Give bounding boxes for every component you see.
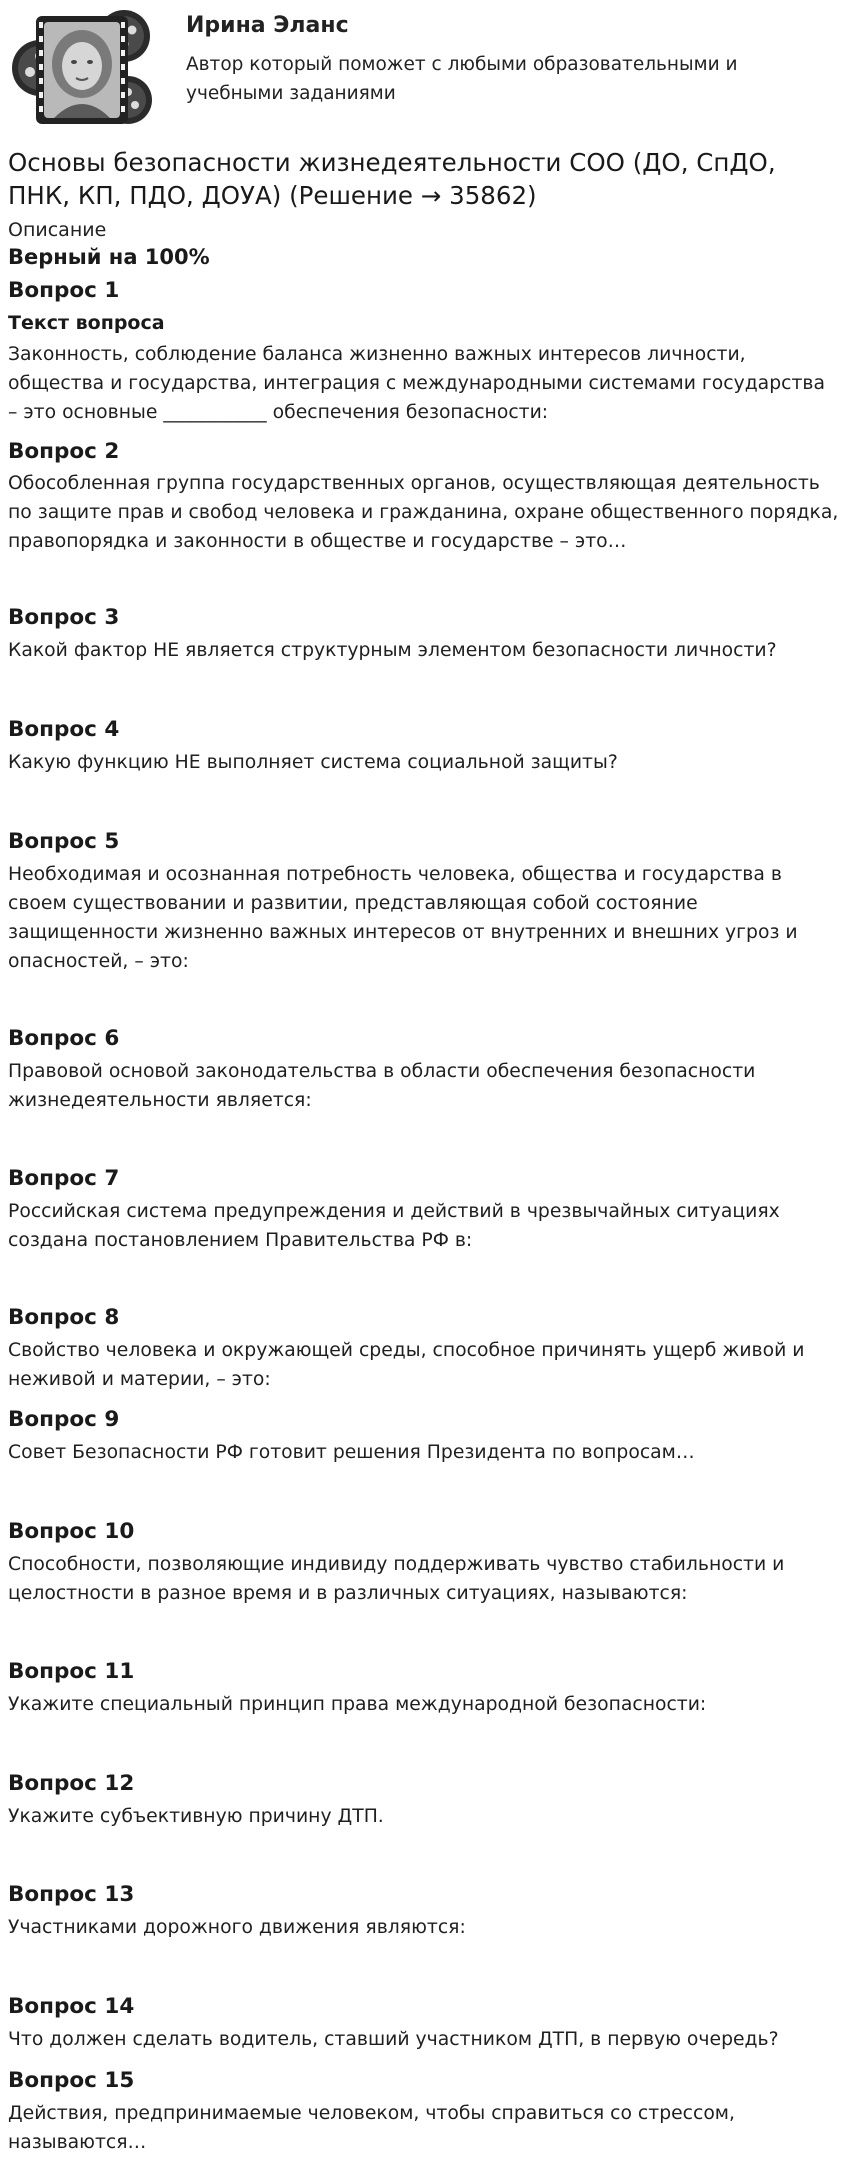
film-reel-avatar-icon <box>6 6 156 132</box>
question-heading: Вопрос 14 <box>8 1994 135 2019</box>
question-text: Какой фактор НЕ является структурным элементом безопасности личности? <box>8 640 777 661</box>
question-text: Способности, позволяющие индивиду поддерживать чувство стабильности и целостности в разное время и в различных ситуациях, называются: <box>8 1554 785 1604</box>
question-heading: Вопрос 8 <box>8 1305 120 1330</box>
question-text: Законность, соблюдение баланса жизненно важных интересов личности, общества и государства, интеграция с международными системами государства – это основные ___________ обеспечения безопасности: <box>8 344 825 423</box>
question-text: Правовой основой законодательства в области обеспечения безопасности жизнедеятельности является: <box>8 1061 756 1111</box>
question-heading: Вопрос 5 <box>8 829 120 854</box>
question-heading: Вопрос 4 <box>8 717 120 742</box>
question-subheading: Текст вопроса <box>8 312 165 334</box>
question-heading: Вопрос 12 <box>8 1771 135 1796</box>
question-text: Действия, предпринимаемые человеком, чтобы справиться со стрессом, называются… <box>8 2103 735 2153</box>
question-heading: Вопрос 6 <box>8 1026 120 1051</box>
question-text: Участниками дорожного движения являются: <box>8 1917 466 1938</box>
author-avatar[interactable] <box>6 6 156 132</box>
question-text: Свойство человека и окружающей среды, способное причинять ущерб живой и неживой и материи, – это: <box>8 1340 805 1390</box>
question-heading: Вопрос 9 <box>8 1407 120 1432</box>
question-heading: Вопрос 2 <box>8 439 120 464</box>
question-heading: Вопрос 13 <box>8 1882 135 1907</box>
question-heading: Вопрос 1 <box>8 278 120 303</box>
question-text: Российская система предупреждения и действий в чрезвычайных ситуациях создана постановлением Правительства РФ в: <box>8 1201 780 1251</box>
question-text: Какую функцию НЕ выполняет система социальной защиты? <box>8 752 618 773</box>
question-text: Что должен сделать водитель, ставший участником ДТП, в первую очередь? <box>8 2029 779 2050</box>
author-card <box>0 0 847 140</box>
verdict-label: Верный на 100% <box>8 245 210 269</box>
question-heading: Вопрос 7 <box>8 1166 120 1191</box>
question-text: Укажите специальный принцип права международной безопасности: <box>8 1694 707 1715</box>
question-text: Совет Безопасности РФ готовит решения Президента по вопросам… <box>8 1442 695 1463</box>
question-heading: Вопрос 3 <box>8 605 120 630</box>
question-heading: Вопрос 15 <box>8 2068 135 2093</box>
question-heading: Вопрос 11 <box>8 1659 135 1684</box>
question-text: Обособленная группа государственных органов, осуществляющая деятельность по защите прав и свобод человека и гражданина, охране общественного порядка, правопорядка и законности в обществе и государстве – это… <box>8 473 839 552</box>
question-text: Необходимая и осознанная потребность человека, общества и государства в своем существовании и развитии, представляющая собой состояние защищенности жизненно важных интересов от внутренних и внешних угроз и опасностей, – это: <box>8 864 798 972</box>
description-label: Описание <box>8 219 107 241</box>
question-heading: Вопрос 10 <box>8 1519 135 1544</box>
document-title: Основы безопасности жизнедеятельности СОО (ДО, СпДО, ПНК, КП, ПДО, ДОУА) (Решение → 35862) <box>8 148 776 210</box>
question-text: Укажите субъективную причину ДТП. <box>8 1806 384 1827</box>
author-name[interactable]: Ирина Эланс <box>186 13 349 38</box>
author-description: Автор который поможет с любыми образовательными и учебными заданиями <box>186 54 738 104</box>
